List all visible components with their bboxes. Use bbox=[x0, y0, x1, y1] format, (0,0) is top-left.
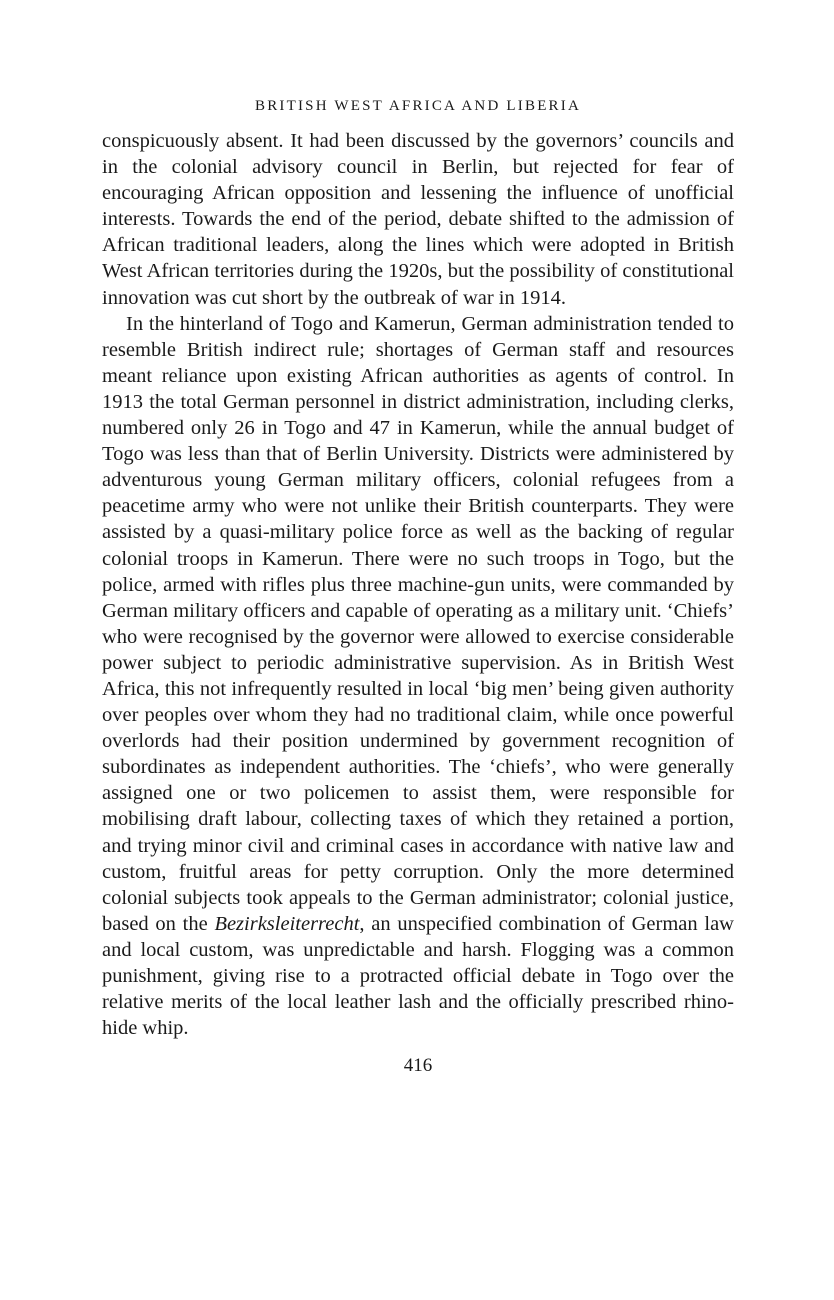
paragraph-1: conspicuously absent. It had been discussed by the governors’ councils and in the colonial advisory council in Berlin, but rejected for fear of encouraging African opposition and lessening the influence of unofficial interests. Towards the end of the period, debate shifted to the admission of African traditional leaders, along the lines which were adopted in British West African territories during the 1920s, but the possibility of constitutional innovation was cut short by the outbreak of war in 1914. bbox=[102, 130, 734, 309]
paragraph-2-text-after: , an unspecified combination of German law and local custom, was unpredictable and harsh. Flogging was a common punishment, giving rise to a protracted official debate in Togo over the relative merits of the local leather lash and the officially prescribed rhino-hide whip. bbox=[102, 912, 734, 1040]
body-text bbox=[102, 128, 734, 1041]
paragraph-2 bbox=[102, 311, 734, 1042]
paragraph-2-text-before: In the hinterland of Togo and Kamerun, German administration tended to resemble British indirect rule; shortages of German staff and resources meant reliance upon existing African authorities as agents of control. In 1913 the total German personnel in district administration, including clerks, numbered only 26 in Togo and 47 in Kamerun, while the annual budget of Togo was less than that of Berlin University. Districts were administered by adventurous young German military officers, colonial refugees from a peacetime army who were not unlike their British counterparts. They were assisted by a quasi-military police force as well as the backing of regular colonial troops in Kamerun. There were no such troops in Togo, but the police, armed with rifles plus three machine-gun units, were commanded by German military officers and capable of operating as a military unit. ‘Chiefs’ who were recognised by the governor were allowed to exercise considerable power subject to periodic administrative supervision. As in British West Africa, this not infrequently resulted in local ‘big men’ being given authority over peoples over whom they had no traditional claim, while once powerful overlords had their position undermined by government recognition of subordinates as independent authorities. The ‘chiefs’, who were generally assigned one or two policemen to assist them, were responsible for mobilising draft labour, collecting taxes of which they retained a portion, and trying minor civil and criminal cases in accordance with native law and custom, fruitful areas for petty corruption. Only the more determined colonial subjects took appeals to the German administrator; colonial justice, based on the bbox=[102, 312, 734, 935]
running-head: BRITISH WEST AFRICA AND LIBERIA bbox=[254, 98, 581, 114]
book-page bbox=[102, 94, 734, 1077]
italic-term: Bezirksleiterrecht bbox=[214, 912, 360, 935]
page-number: 416 bbox=[403, 1055, 433, 1077]
